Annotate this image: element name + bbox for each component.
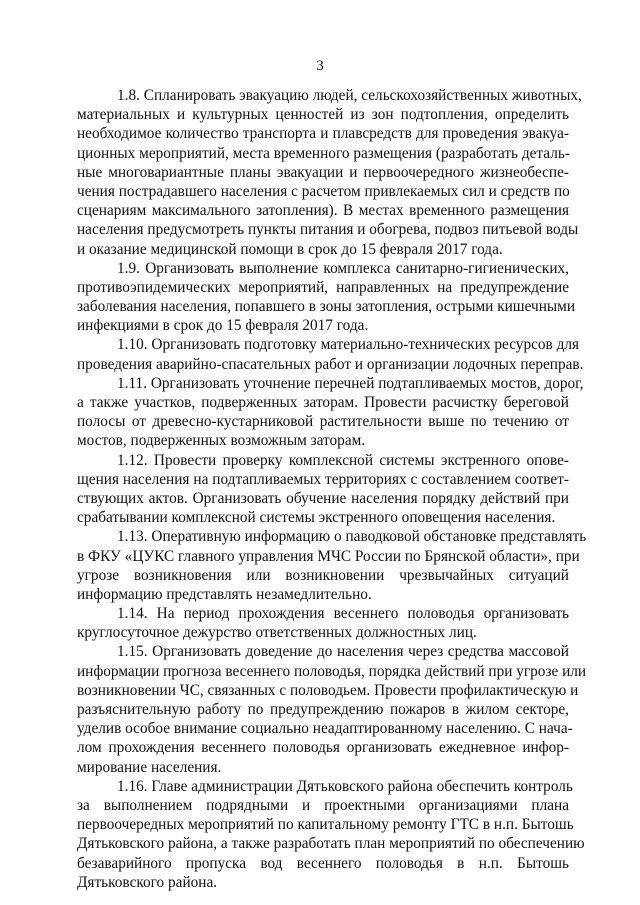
text-line: 1.15. Организовать доведение до населения через средства массовой (117, 643, 569, 661)
text-line: проведения аварийно-спасательных работ и организации лодочных переправ. (77, 355, 584, 373)
text-line: в ФКУ «ЦУКС главного управления МЧС России по Брянской области», при (77, 547, 580, 565)
text-line: 1.11. Организовать уточнение перечней подтапливаемых мостов, дорог, (117, 374, 584, 392)
paragraph (77, 451, 569, 528)
text-line: ствующих актов. Организовать обучение населения порядку действий при (77, 489, 569, 507)
text-line: возникновении ЧС, связанных с половодьем. Провести профилактическую и (77, 681, 579, 699)
text-line: противоэпидемических мероприятий, направленных на предупреждение (77, 278, 569, 296)
text-line: уделив особое внимание социально неадаптированному населению. С нача- (77, 720, 573, 738)
text-line: материальных и культурных ценностей из зон подтопления, определить (77, 106, 569, 124)
text-line: 1.8. Спланировать эвакуацию людей, сельскохозяйственных животных, (117, 87, 582, 104)
page-number: 3 (316, 58, 324, 74)
text-line: 1.12. Провести проверку комплексной системы экстренного опове- (117, 451, 569, 469)
text-line: безаварийного пропуска вод весеннего половодья в н.п. Бытошь (77, 854, 569, 872)
paragraph (77, 642, 587, 776)
text-line: угрозе возникновения или возникновении чрезвычайных ситуаций (77, 566, 569, 584)
paragraph (77, 259, 576, 336)
text-line: первоочередных мероприятий по капитальному ремонту ГТС в н.п. Бытошь (77, 816, 574, 834)
paragraph (77, 527, 587, 604)
document-body (77, 86, 587, 892)
text-line: информации прогноза весеннего половодья, порядка действий при угрозе или (77, 662, 587, 680)
text-line: 1.13. Оперативную информацию о паводковой обстановке представлять (117, 528, 587, 546)
text-line: 1.9. Организовать выполнение комплекса санитарно-гигиенических, (117, 259, 569, 277)
text-line: Дятьковского района. (77, 873, 218, 891)
text-line: мостов, подверженных возможным заторам. (77, 432, 366, 450)
text-line: 1.14. На период прохождения весеннего половодья организовать (117, 605, 569, 623)
text-line: полосы от древесно-кустарниковой растительности выше по течению от (77, 413, 569, 431)
text-line: необходимое количество транспорта и плавсредств для проведения эвакуа- (77, 125, 569, 143)
text-line: 1.10. Организовать подготовку материально-технических ресурсов для (117, 336, 580, 354)
text-line: чения пострадавшего населения с расчетом привлекаемых сил и средств по (77, 182, 570, 200)
text-line: инфекциями в срок до 15 февраля 2017 года. (77, 317, 369, 335)
text-line: населения предусмотреть пункты питания и обогрева, подвоз питьевой воды (77, 221, 579, 239)
text-line: мирование населения. (77, 758, 222, 776)
paragraph (77, 374, 584, 451)
text-line: разъяснительную работу по предупреждению пожаров в жилом секторе, (77, 701, 569, 718)
text-line: круглосуточное дежурство ответственных должностных лиц. (77, 624, 477, 642)
paragraph (77, 777, 585, 892)
text-line: и оказание медицинской помощи в срок до 15 февраля 2017 года. (77, 240, 503, 258)
text-line: срабатывании комплексной системы экстренного оповещения населения. (77, 509, 556, 527)
text-line: ные многовариантные планы эвакуации и первоочередного жизнеобеспе- (77, 163, 569, 181)
paragraph (77, 335, 584, 373)
text-line: информацию представлять незамедлительно. (77, 585, 372, 603)
paragraph (77, 604, 569, 642)
text-line: за выполнением подрядными и проектными организациями плана (77, 796, 569, 814)
text-line: ционных мероприятий, места временного размещения (разработать деталь- (77, 144, 570, 162)
text-line: щения населения на подтапливаемых территориях с составлением соответ- (77, 470, 569, 488)
text-line: сценариям максимального затопления). В местах временного размещения (77, 202, 569, 220)
text-line: 1.16. Главе администрации Дятьковского района обеспечить контроль (117, 777, 573, 795)
text-line: заболевания населения, попавшего в зоны затопления, острыми кишечными (77, 298, 576, 316)
text-line: лом прохождения весеннего половодья организовать ежедневное инфор- (77, 739, 569, 757)
text-line: Дятьковского района, а также разработать план мероприятий по обеспечению (77, 835, 585, 853)
text-line: а также участков, подверженных заторам. Провести расчистку береговой (77, 394, 569, 411)
paragraph (77, 86, 582, 259)
